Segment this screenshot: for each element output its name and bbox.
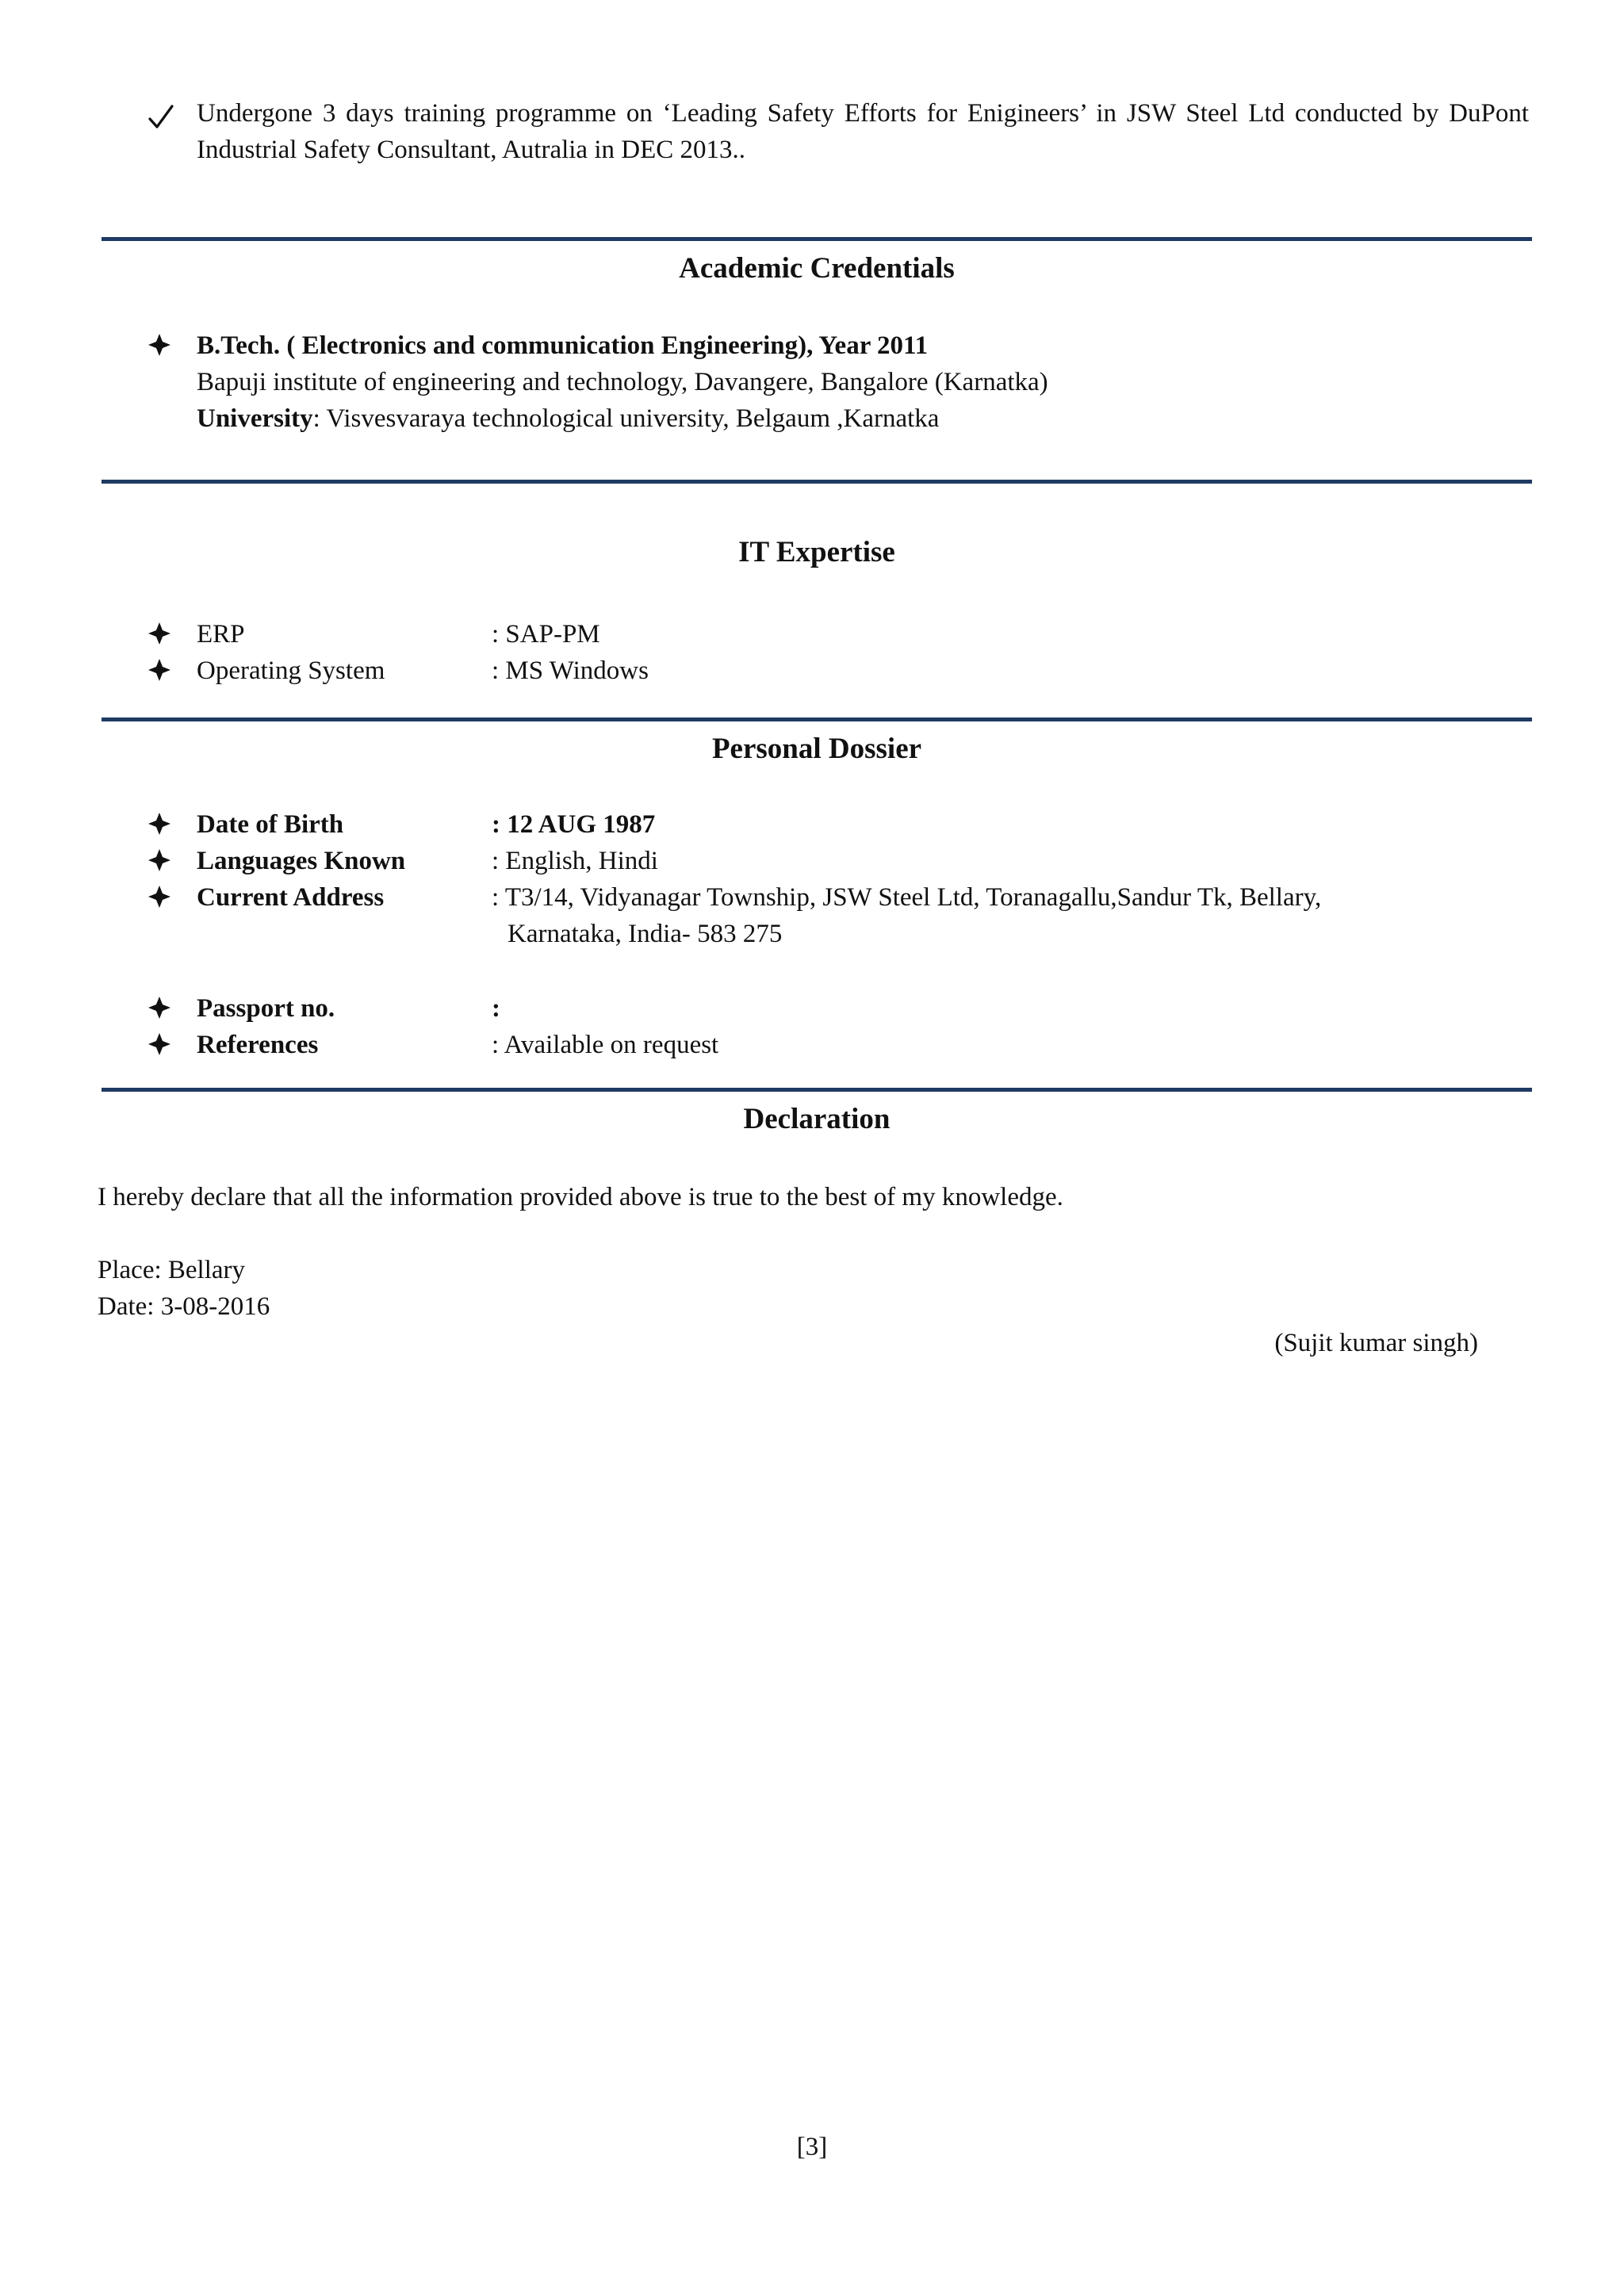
university-value: : Visvesvaraya technological university, Belgaum ,Karnatka [312,404,940,433]
diamond-bullet-icon [147,622,171,645]
diamond-bullet-icon [147,812,171,836]
address-value-line2: Karnataka, India- 583 275 [508,920,783,948]
university-line [197,400,939,437]
academic-heading: Academic Credentials [679,252,955,285]
dob-label: Date of Birth [197,810,344,839]
references-value: : Available on request [492,1031,719,1059]
section-divider [102,237,1532,241]
diamond-bullet-icon [147,996,171,1020]
it-label-erp: ERP [197,620,245,649]
diamond-bullet-icon [147,1032,171,1056]
diamond-bullet-icon [147,658,171,682]
page-number: [3] [796,2133,828,2161]
place: Place: Bellary [98,1256,246,1284]
declaration-text: I hereby declare that all the information provided above is true to the best of my knowledge. [98,1183,1063,1211]
address-label: Current Address [197,883,385,912]
diamond-bullet-icon [147,885,171,909]
institute-name: Bapuji institute of engineering and technology, Davangere, Bangalore (Karnatka) [197,368,1048,396]
university-label: University [197,404,313,433]
section-divider [102,718,1532,721]
diamond-bullet-icon [147,333,171,357]
it-heading: IT Expertise [738,536,895,568]
it-label-os: Operating System [197,656,385,685]
training-text: Undergone 3 days training programme on ‘Leading Safety Efforts for Enigineers’ in JSW Steel Ltd conducted by DuPont Industrial Safety Consultant, Autralia in DEC 2013.. [197,99,1529,164]
date: Date: 3-08-2016 [98,1292,270,1321]
personal-heading: Personal Dossier [711,733,922,765]
languages-label: Languages Known [197,847,406,875]
section-divider [102,1088,1532,1092]
signature-name: (Sujit kumar singh) [1274,1329,1478,1357]
passport-label: Passport no. [197,994,335,1023]
dob-value: : 12 AUG 1987 [492,810,656,839]
diamond-bullet-icon [147,848,171,872]
degree-title: B.Tech. ( Electronics and communication Engineering), Year 2011 [197,331,929,360]
address-value-line1: : T3/14, Vidyanagar Township, JSW Steel Ltd, Toranagallu,Sandur Tk, Bellary, [492,883,1322,912]
it-value-erp: : SAP-PM [492,620,600,649]
check-icon [147,98,174,135]
languages-value: : English, Hindi [492,847,658,875]
passport-value: : [492,994,500,1023]
section-divider [102,480,1532,484]
it-value-os: : MS Windows [492,656,649,685]
declaration-heading: Declaration [743,1103,891,1135]
references-label: References [197,1031,319,1059]
